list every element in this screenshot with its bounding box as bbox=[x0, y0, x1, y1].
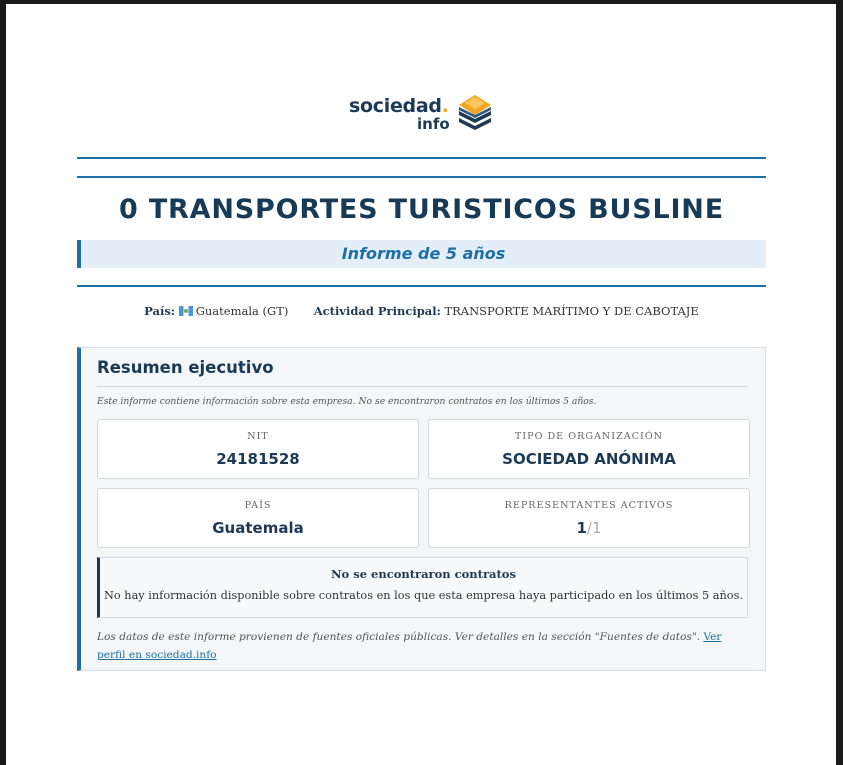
company-meta bbox=[77, 304, 766, 318]
view-profile-link[interactable]: Ver perfil en sociedad.info bbox=[97, 631, 722, 661]
company-title: 0 TRANSPORTES TURISTICOS BUSLINE bbox=[119, 194, 724, 225]
footer-text: Los datos de este informe provienen de fuentes oficiales públicas. Ver detalles en la sección "Fuentes de datos". bbox=[97, 631, 701, 643]
notice-text: No hay información disponible sobre contratos en los que esta empresa haya participado en los últimos 5 años. bbox=[104, 589, 743, 602]
building-stack-icon bbox=[455, 91, 495, 131]
subtitle-divider bbox=[77, 285, 766, 287]
report-subtitle: Informe de 5 años bbox=[77, 240, 766, 268]
card-value: SOCIEDAD ANÓNIMA bbox=[502, 450, 676, 468]
header-divider-top bbox=[77, 157, 766, 159]
logo-wordmark: sociedad. bbox=[349, 95, 449, 117]
logo-subword: info bbox=[417, 115, 450, 133]
country-label: País: bbox=[144, 304, 176, 318]
activity-label: Actividad Principal: bbox=[313, 304, 441, 318]
summary-title: Resumen ejecutivo bbox=[97, 358, 274, 377]
org-type-card bbox=[428, 419, 750, 479]
card-label: PAÍS bbox=[244, 500, 272, 511]
summary-note: Este informe contiene información sobre esta empresa. No se encontraron contratos en los últimos 5 años. bbox=[97, 396, 597, 407]
card-label: REPRESENTANTES ACTIVOS bbox=[504, 500, 674, 511]
country-value: Guatemala (GT) bbox=[195, 304, 289, 318]
card-label: TIPO DE ORGANIZACIÓN bbox=[514, 431, 664, 442]
guatemala-flag-icon bbox=[179, 306, 193, 316]
data-sources-note bbox=[97, 628, 737, 664]
sociedad-info-logo bbox=[349, 91, 499, 135]
card-value: Guatemala bbox=[212, 519, 304, 537]
report-page bbox=[6, 4, 836, 765]
nit-card bbox=[97, 419, 419, 479]
no-contracts-notice bbox=[97, 557, 748, 618]
header-divider-bottom bbox=[77, 176, 766, 178]
summary-divider bbox=[97, 386, 748, 387]
executive-summary bbox=[77, 347, 766, 671]
activity-value: TRANSPORTE MARÍTIMO Y DE CABOTAJE bbox=[444, 304, 699, 318]
notice-title: No se encontraron contratos bbox=[331, 567, 516, 581]
card-label: NIT bbox=[247, 431, 269, 442]
representatives-total: /1 bbox=[586, 519, 602, 537]
representatives-active-count: 1 bbox=[576, 519, 587, 537]
country-card bbox=[97, 488, 419, 548]
representatives-card bbox=[428, 488, 750, 548]
card-value bbox=[429, 519, 749, 537]
card-value: 24181528 bbox=[216, 450, 300, 468]
